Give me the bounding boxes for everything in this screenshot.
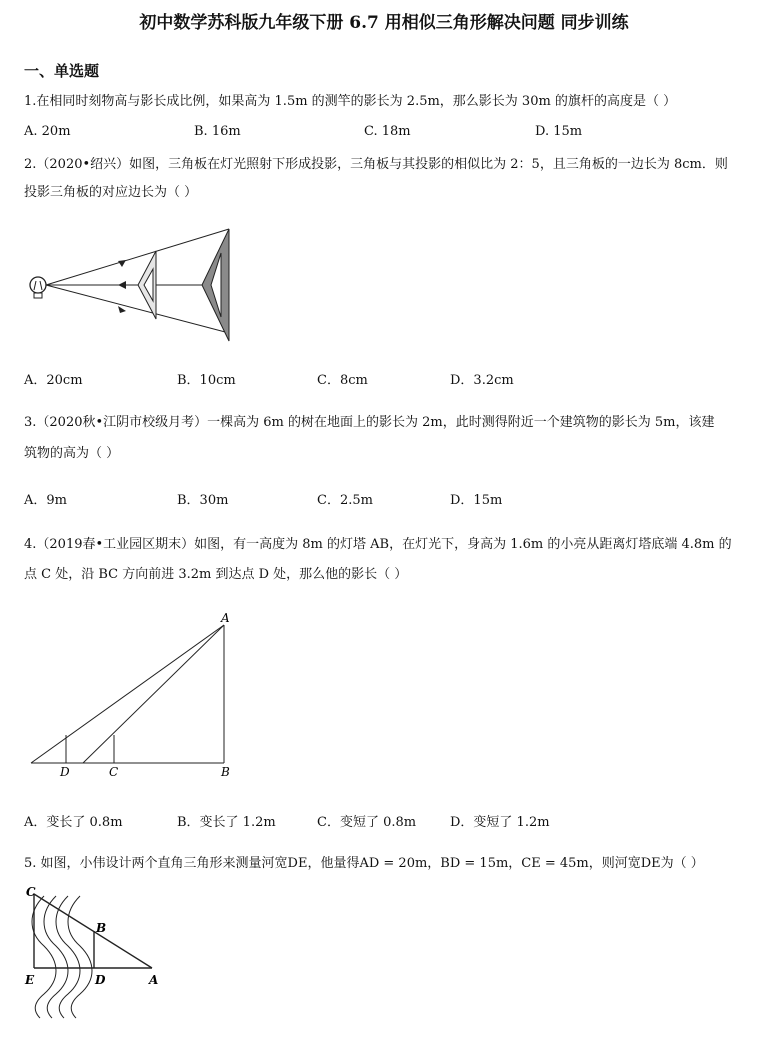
- label-a: A: [149, 973, 159, 987]
- q1-option-c: C. 18m: [364, 124, 411, 139]
- q4-option-c: C．变短了 0.8m: [317, 815, 417, 830]
- question-2-text-line1: 2.（2020•绍兴）如图，三角板在灯光照射下形成投影，三角板与其投影的相似比为 2：5，且三角板的一边长为 8cm．则: [24, 157, 728, 172]
- question-1-text: 1.在相同时刻物高与影长成比例，如果高为 1.5m 的测竿的影长为 2.5m，那么影长为 30m 的旗杆的高度是（ ）: [24, 94, 677, 109]
- q1-option-a: A. 20m: [24, 124, 71, 139]
- q3-option-b: B．30m: [177, 493, 229, 508]
- q1-option-b: B. 16m: [194, 124, 241, 139]
- q2-option-b: B．10cm: [177, 373, 236, 388]
- figure-4-lighthouse: [26, 610, 246, 782]
- figure-5-river: [22, 882, 172, 1022]
- label-d: D: [95, 973, 106, 987]
- lamp-icon: [30, 277, 46, 298]
- river-waves: [32, 896, 92, 1018]
- label-d: D: [60, 765, 70, 779]
- question-3-text-line2: 筑物的高为（ ）: [24, 446, 120, 461]
- q3-option-a: A．9m: [24, 493, 67, 508]
- question-3-text-line1: 3.（2020秋•江阴市校级月考）一棵高为 6m 的树在地面上的影长为 2m，此时测得附近一个建筑物的影长为 5m，该建: [24, 415, 715, 430]
- triangle-plate: [138, 251, 156, 319]
- q2-option-d: D．3.2cm: [450, 373, 514, 388]
- q1-option-d: D. 15m: [535, 124, 583, 139]
- q3-option-d: D．15m: [450, 493, 503, 508]
- question-5-text: 5. 如图，小伟设计两个直角三角形来测量河宽DE，他量得AD = 20m，BD = 15m，CE = 45m，则河宽DE为（ ）: [24, 856, 704, 871]
- q2-option-c: C．8cm: [317, 373, 368, 388]
- triangle-projection: [202, 229, 229, 341]
- label-e: E: [25, 973, 35, 987]
- figure-2-lamp-projection: [26, 226, 236, 348]
- question-4-text-line1: 4.（2019春•工业园区期末）如图，有一高度为 8m 的灯塔 AB，在灯光下，身高为 1.6m 的小亮从距离灯塔底端 4.8m 的: [24, 537, 732, 552]
- q4-option-a: A．变长了 0.8m: [24, 815, 123, 830]
- question-2-text-line2: 投影三角板的对应边长为（ ）: [24, 185, 198, 200]
- q2-option-a: A．20cm: [24, 373, 83, 388]
- label-c: C: [26, 885, 36, 899]
- label-b: B: [96, 921, 107, 935]
- q4-option-d: D．变短了 1.2m: [450, 815, 550, 830]
- label-c: C: [109, 765, 119, 779]
- q3-option-c: C．2.5m: [317, 493, 373, 508]
- label-a: A: [221, 611, 230, 625]
- label-b: B: [221, 765, 230, 779]
- section-heading: 一、单选题: [24, 62, 100, 80]
- page-title: 初中数学苏科版九年级下册 6.7 用相似三角形解决问题 同步训练: [139, 13, 629, 33]
- q4-option-b: B．变长了 1.2m: [177, 815, 276, 830]
- question-4-text-line2: 点 C 处，沿 BC 方向前进 3.2m 到达点 D 处，那么他的影长（ ）: [24, 567, 408, 582]
